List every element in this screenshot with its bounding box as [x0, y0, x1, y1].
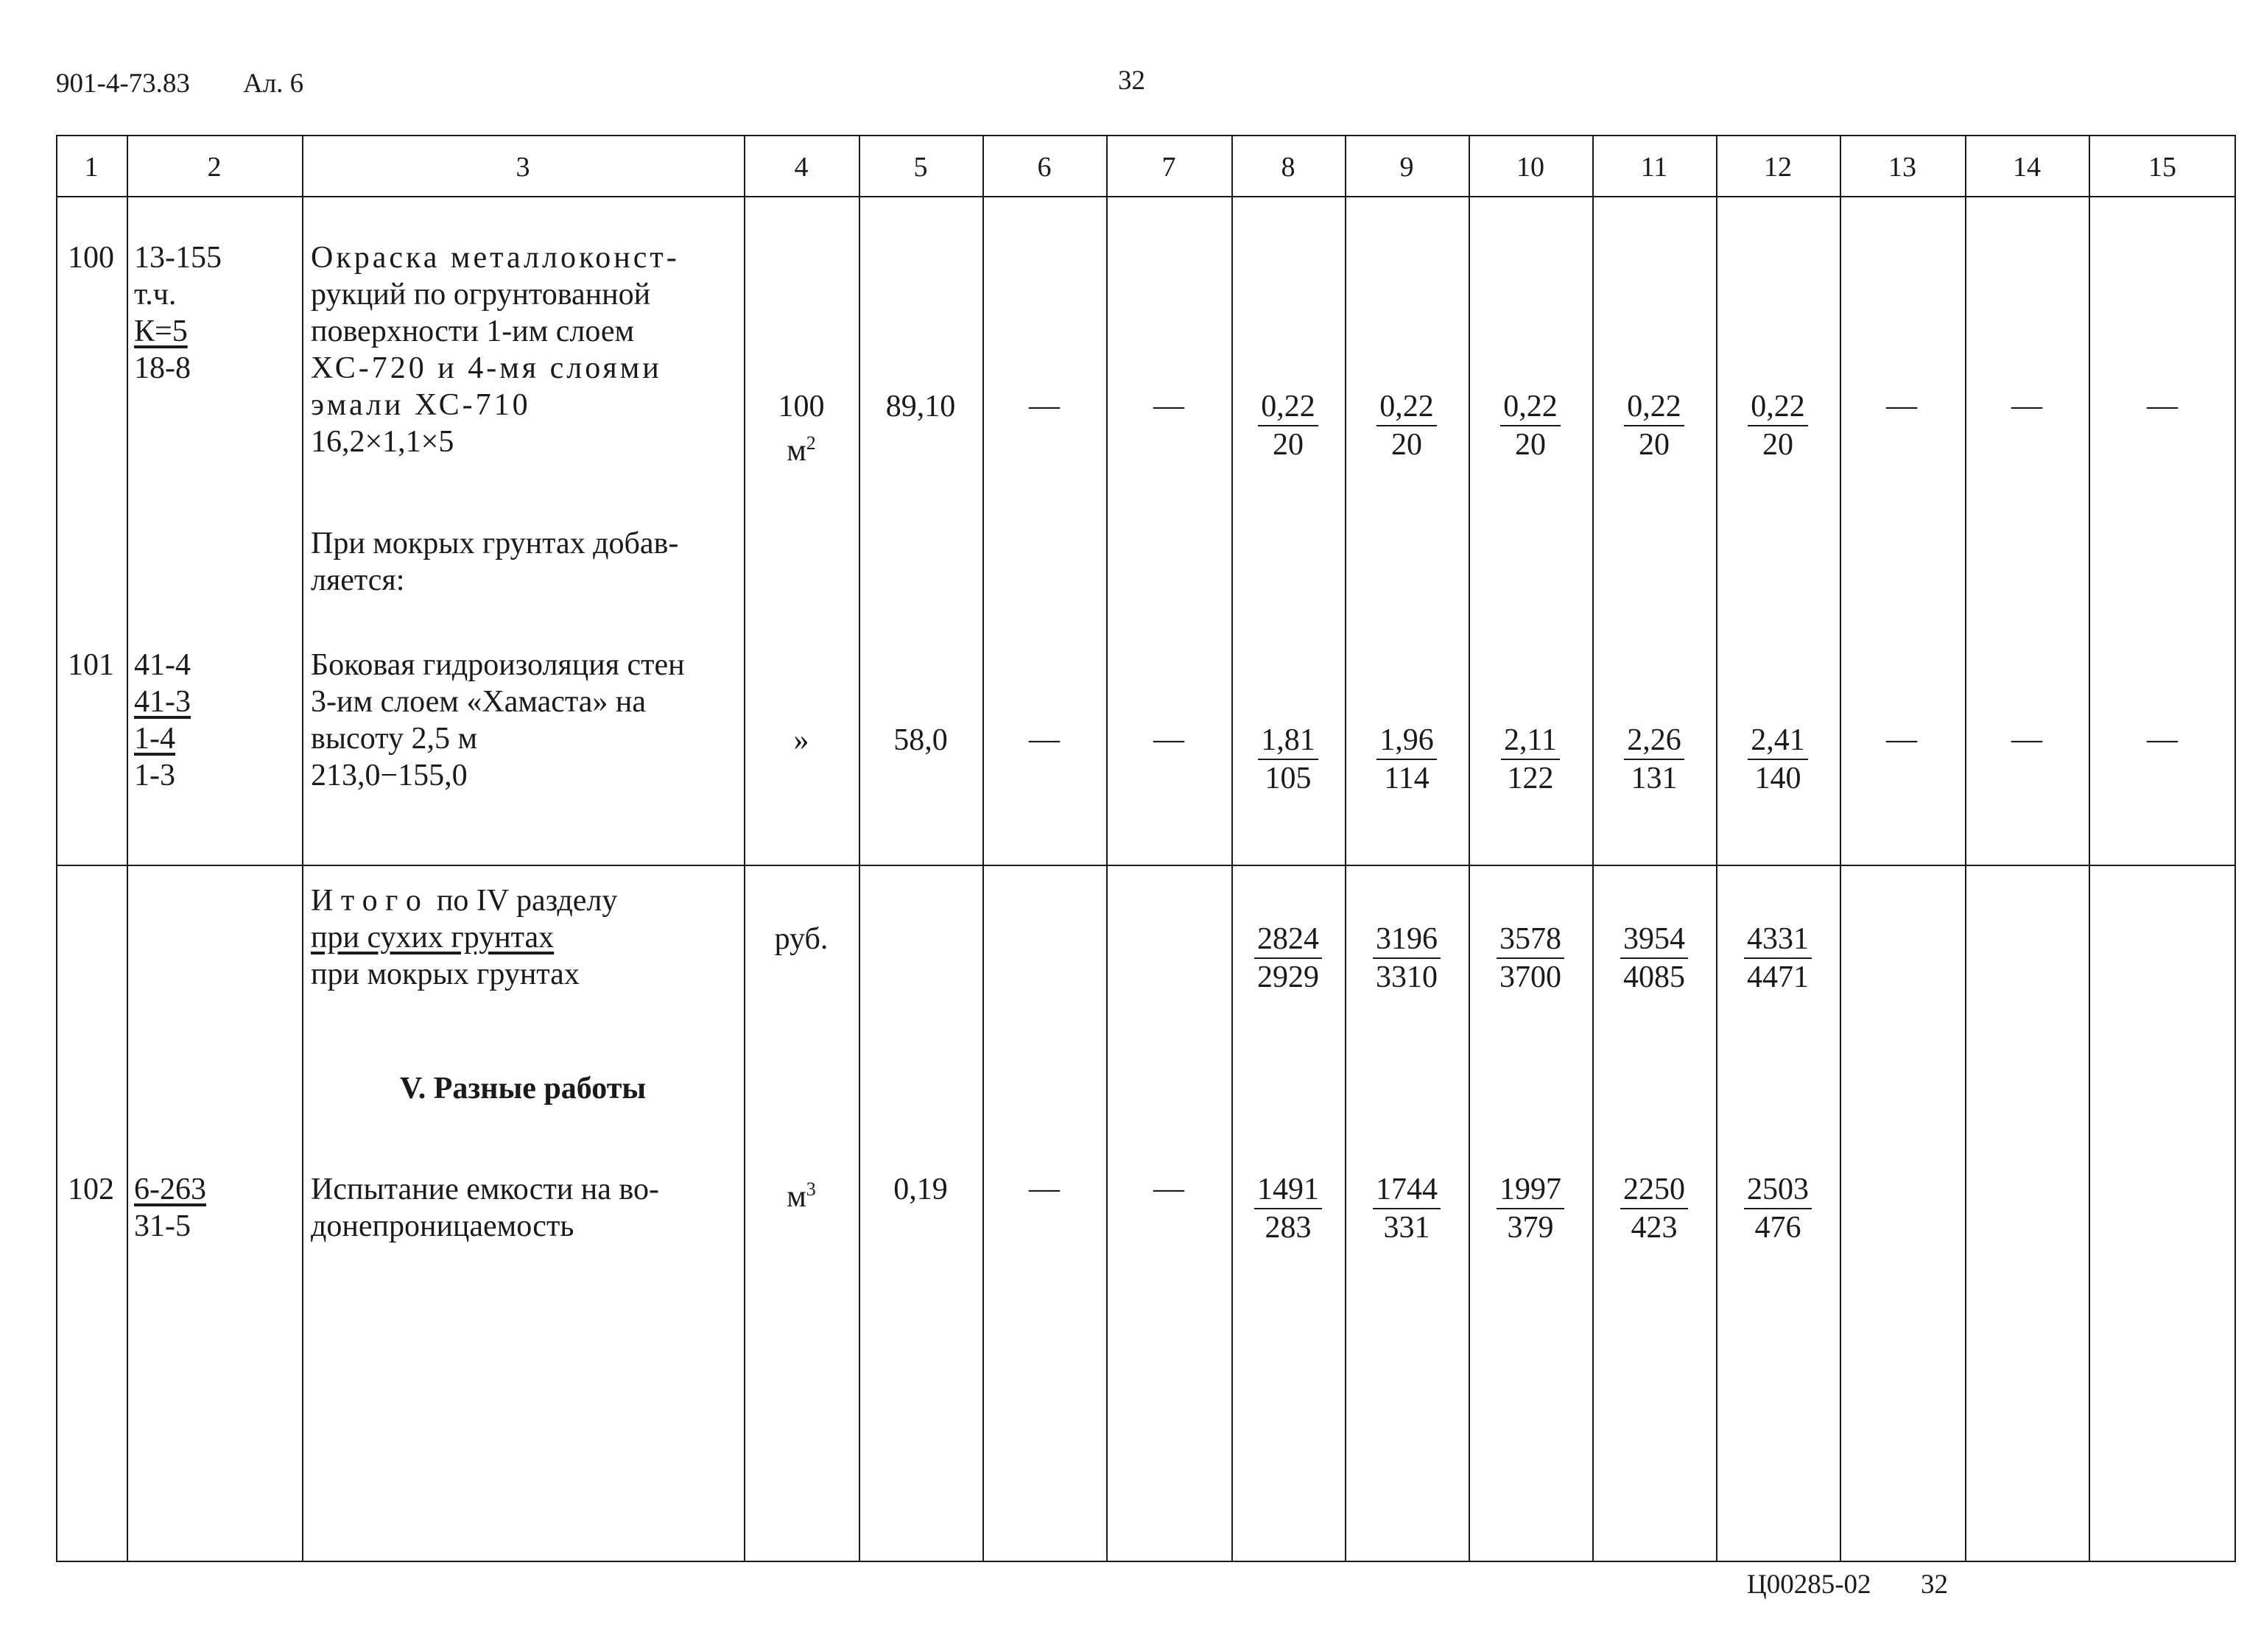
cost-fraction — [1610, 388, 1698, 463]
fraction-denominator: 20 — [1762, 428, 1793, 462]
column-header: 9 — [1399, 152, 1414, 183]
dash: — — [2147, 389, 2178, 423]
footer-page: 32 — [1921, 1570, 1948, 1600]
dash: — — [1029, 723, 1060, 756]
column-header: 15 — [2148, 152, 2176, 183]
work-description: высоту 2,5 м — [311, 722, 478, 756]
note-text: При мокрых грунтах добав- — [311, 527, 679, 560]
dash: — — [2011, 389, 2042, 423]
fraction-numerator: 2,41 — [1748, 722, 1808, 760]
column-header: 2 — [207, 152, 222, 183]
work-description: Боковая гидроизоляция стен — [311, 648, 685, 682]
fraction-numerator: 1491 — [1254, 1171, 1322, 1209]
fraction-numerator: 1,96 — [1376, 722, 1437, 760]
norm-code: 1-3 — [134, 759, 175, 792]
column-header: 11 — [1640, 152, 1668, 183]
fraction-denominator: 20 — [1639, 428, 1670, 462]
col-divider — [1469, 135, 1470, 1562]
header-row-divider — [56, 196, 2236, 197]
fraction-denominator: 122 — [1507, 762, 1554, 795]
column-header: 14 — [2013, 152, 2041, 183]
fraction-denominator: 3700 — [1499, 960, 1561, 994]
col-divider — [127, 135, 128, 1562]
fraction-denominator: 331 — [1383, 1211, 1430, 1245]
row-number: 101 — [68, 648, 114, 682]
unit: 100 — [778, 390, 825, 423]
dash: — — [1029, 389, 1060, 423]
fraction-numerator: 3954 — [1620, 921, 1688, 959]
fraction-numerator: 0,22 — [1748, 388, 1808, 426]
norm-code: 13-155 — [134, 241, 222, 275]
unit-text: м — [787, 1180, 806, 1214]
work-description: 16,2×1,1×5 — [311, 425, 454, 459]
col-divider — [1345, 135, 1346, 1562]
totals-dry: при сухих грунтах — [311, 921, 555, 955]
cost-fraction — [1486, 921, 1575, 996]
cost-fraction — [1362, 388, 1451, 463]
column-header: 7 — [1161, 152, 1176, 183]
fraction-numerator: 2824 — [1254, 921, 1322, 959]
norm-code: 41-4 — [134, 648, 191, 682]
dash: — — [1153, 389, 1184, 423]
page-number: 32 — [1118, 66, 1145, 96]
col-divider — [1965, 135, 1966, 1562]
fraction-denominator: 423 — [1631, 1211, 1678, 1245]
fraction-numerator: 2,11 — [1501, 722, 1560, 760]
dash: — — [1886, 389, 1917, 423]
unit-superscript: 2 — [806, 432, 816, 454]
cost-fraction — [1244, 1171, 1332, 1246]
column-header: 1 — [84, 152, 99, 183]
fraction-denominator: 140 — [1754, 762, 1801, 795]
work-description: Испытание емкости на во- — [311, 1173, 659, 1206]
cost-fraction — [1486, 722, 1575, 797]
norm-code: т.ч. — [134, 278, 177, 312]
unit: руб. — [774, 922, 829, 956]
fraction-numerator: 1,81 — [1258, 722, 1318, 760]
fraction-numerator: 2503 — [1744, 1171, 1812, 1209]
cost-fraction — [1362, 1171, 1451, 1246]
column-header: 4 — [794, 152, 809, 183]
fraction-numerator: 0,22 — [1376, 388, 1437, 426]
dash: — — [2011, 723, 2042, 756]
dash: — — [1153, 723, 1184, 756]
unit — [744, 425, 859, 469]
cost-fraction — [1734, 921, 1822, 996]
col-divider — [1106, 135, 1108, 1562]
fraction-numerator: 4331 — [1744, 921, 1812, 959]
work-description: рукций по огрунтованной — [311, 278, 651, 312]
dash: — — [1029, 1172, 1060, 1206]
unit-text: м — [787, 434, 806, 468]
quantity: 58,0 — [893, 723, 948, 757]
dash: — — [1153, 1172, 1184, 1206]
norm-code: 18-8 — [134, 351, 191, 385]
cost-fraction — [1734, 1171, 1822, 1246]
column-header: 5 — [913, 152, 928, 183]
quantity: 0,19 — [893, 1173, 948, 1206]
cost-fraction — [1610, 722, 1698, 797]
fraction-denominator: 114 — [1384, 762, 1430, 795]
fraction-denominator: 20 — [1515, 428, 1546, 462]
footer-code: Ц00285-02 — [1747, 1570, 1871, 1600]
dash: — — [2147, 723, 2178, 756]
work-description: эмали ХС-710 — [311, 388, 531, 422]
fraction-numerator: 2,26 — [1624, 722, 1684, 760]
quantity: 89,10 — [885, 390, 956, 423]
section-divider — [56, 865, 2236, 866]
fraction-denominator: 4471 — [1747, 960, 1809, 994]
cost-fraction — [1244, 722, 1332, 797]
unit — [744, 1171, 859, 1215]
cost-fraction — [1244, 921, 1332, 996]
fraction-numerator: 3196 — [1373, 921, 1441, 959]
fraction-denominator: 105 — [1265, 762, 1312, 795]
column-header: 8 — [1281, 152, 1295, 183]
work-description: 3-им слоем «Хамаста» на — [311, 685, 647, 719]
fraction-denominator: 476 — [1754, 1211, 1801, 1245]
norm-code: 41-3 — [134, 685, 191, 719]
col-divider — [2089, 135, 2090, 1562]
dash: — — [1886, 723, 1917, 756]
totals-title: И т о г о по IV разделу — [311, 884, 618, 918]
fraction-numerator: 0,22 — [1500, 388, 1561, 426]
col-divider — [1231, 135, 1233, 1562]
totals-label — [311, 882, 617, 919]
col-divider — [744, 135, 745, 1562]
fraction-numerator: 0,22 — [1624, 388, 1684, 426]
unit: » — [793, 723, 809, 757]
norm-code: 6-263 — [134, 1173, 206, 1206]
work-description: донепроницаемость — [311, 1209, 574, 1243]
col-divider — [1716, 135, 1717, 1562]
work-description: Окраска металлоконст- — [311, 241, 680, 275]
column-header: 6 — [1037, 152, 1052, 183]
row-number: 100 — [68, 241, 114, 275]
fraction-denominator: 283 — [1265, 1211, 1312, 1245]
cost-fraction — [1486, 1171, 1575, 1246]
doc-code: 901-4-73.83 — [56, 68, 190, 99]
row-number: 102 — [68, 1173, 114, 1206]
fraction-denominator: 2929 — [1257, 960, 1319, 994]
cost-fraction — [1610, 1171, 1698, 1246]
fraction-denominator: 131 — [1631, 762, 1678, 795]
fraction-numerator: 2250 — [1620, 1171, 1688, 1209]
norm-code: 31-5 — [134, 1209, 191, 1243]
note-text: ляется: — [311, 563, 405, 597]
unit-superscript: 3 — [806, 1178, 816, 1200]
norm-code: 1-4 — [134, 722, 175, 756]
norm-code: К=5 — [134, 314, 188, 348]
col-divider — [982, 135, 984, 1562]
fraction-denominator: 20 — [1273, 428, 1304, 462]
col-divider — [859, 135, 860, 1562]
section-title: V. Разные работы — [399, 1072, 647, 1106]
work-description: 213,0−155,0 — [311, 759, 468, 792]
fraction-denominator: 379 — [1507, 1211, 1554, 1245]
fraction-numerator: 3578 — [1497, 921, 1564, 959]
col-divider — [1592, 135, 1594, 1562]
col-divider — [302, 135, 303, 1562]
cost-fraction — [1244, 388, 1332, 463]
cost-fraction — [1362, 921, 1451, 996]
column-header: 13 — [1888, 152, 1916, 183]
work-description: поверхности 1-им слоем — [311, 314, 635, 348]
fraction-numerator: 1997 — [1497, 1171, 1564, 1209]
column-header: 3 — [516, 152, 530, 183]
cost-fraction — [1610, 921, 1698, 996]
fraction-numerator: 0,22 — [1258, 388, 1318, 426]
cost-fraction — [1486, 388, 1575, 463]
col-divider — [1840, 135, 1841, 1562]
column-header: 10 — [1516, 152, 1544, 183]
sheet-label: Ал. 6 — [243, 68, 304, 99]
cost-fraction — [1362, 722, 1451, 797]
work-description: ХС-720 и 4-мя слоями — [311, 351, 662, 385]
cost-fraction — [1734, 388, 1822, 463]
fraction-denominator: 4085 — [1623, 960, 1685, 994]
fraction-denominator: 3310 — [1376, 960, 1438, 994]
column-header: 12 — [1764, 152, 1792, 183]
fraction-numerator: 1744 — [1373, 1171, 1441, 1209]
totals-wet: при мокрых грунтах — [311, 957, 580, 991]
fraction-denominator: 20 — [1391, 428, 1422, 462]
cost-fraction — [1734, 722, 1822, 797]
